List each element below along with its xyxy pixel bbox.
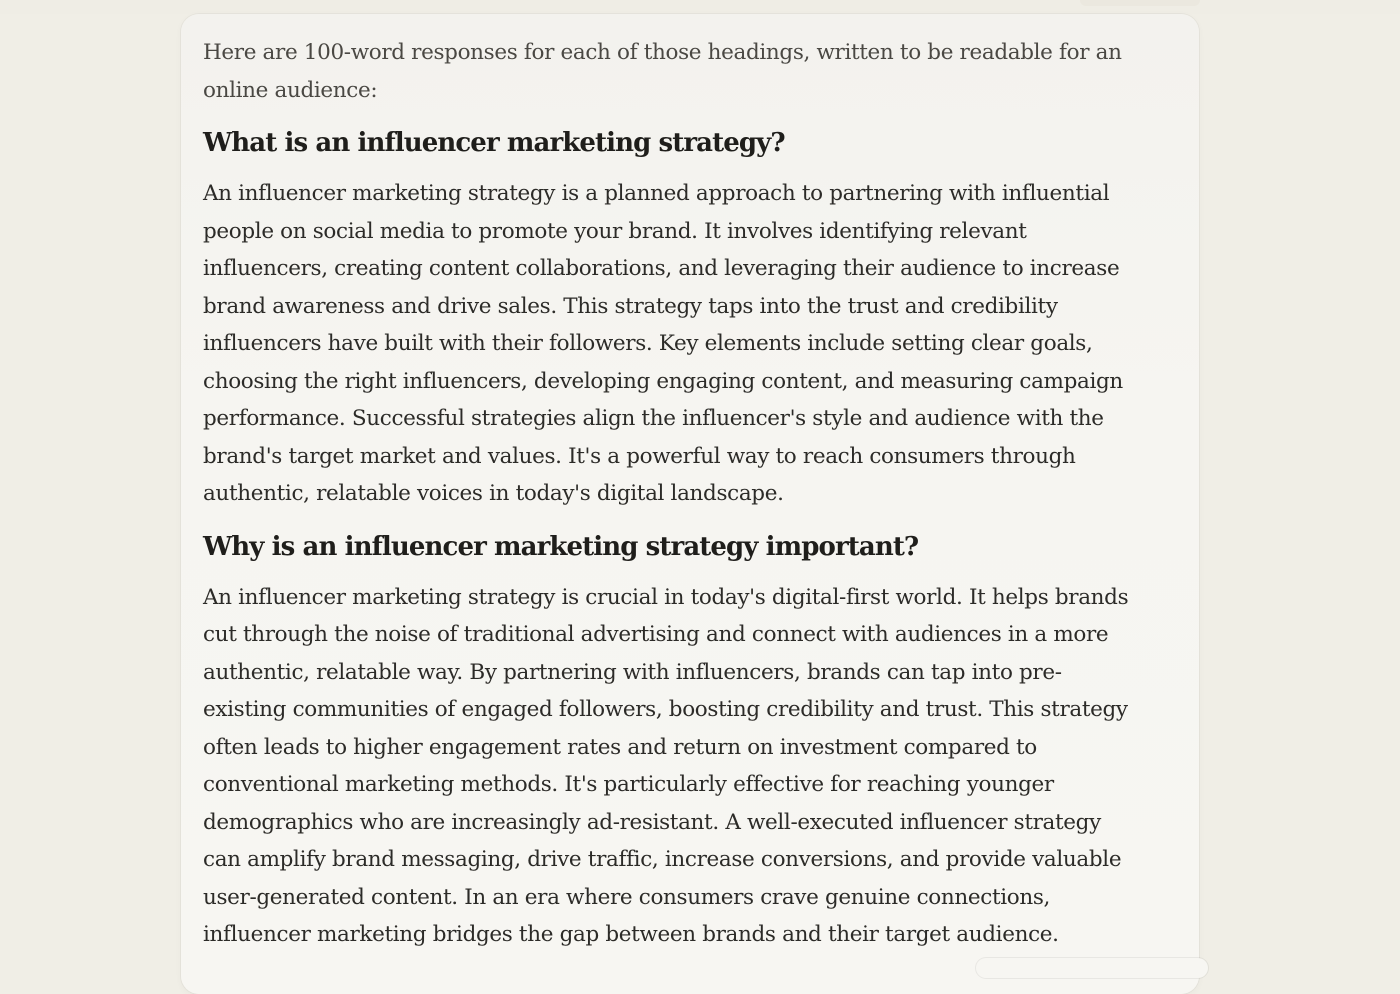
message-content: [203, 34, 1143, 954]
input-box-edge[interactable]: [976, 958, 1208, 978]
section-body-why: An influencer marketing strategy is crucial in today's digital-first world. It helps brands cut through the noise of traditional advertising and connect with audiences in a more authentic, relatable way. By partnering with influencers, brands can tap into pre-existing communities of engaged followers, boosting credibility and trust. This strategy often leads to higher engagement rates and return on investment compared to conventional marketing methods. It's particularly effective for reaching younger demographics who are increasingly ad-resistant. A well-executed influencer strategy can amplify brand messaging, drive traffic, increase conversions, and provide valuable user-generated content. In an era where consumers crave genuine connections, influencer marketing bridges the gap between brands and their target audience.: [203, 584, 1129, 947]
section-heading-why: Why is an influencer marketing strategy important?: [203, 531, 919, 562]
assistant-message-card: [181, 14, 1199, 994]
message-intro: Here are 100-word responses for each of those headings, written to be readable for an online audience:: [203, 40, 1122, 103]
section-heading-what: What is an influencer marketing strategy?: [203, 128, 785, 158]
section-body-what: An influencer marketing strategy is a planned approach to partnering with influential people on social media to promote your brand. It involves identifying relevant influencers, creating content collaborations, and leveraging their audience to increase brand awareness and drive sales. This strategy taps into the trust and credibility influencers have built with their followers. Key elements include setting clear goals, choosing the right influencers, developing engaging content, and measuring campaign performance. Successful strategies align the influencer's style and audience with the brand's target market and values. It's a powerful way to reach consumers through authentic, relatable voices in today's digital landscape.: [203, 181, 1123, 506]
top-pill: [1080, 0, 1200, 6]
